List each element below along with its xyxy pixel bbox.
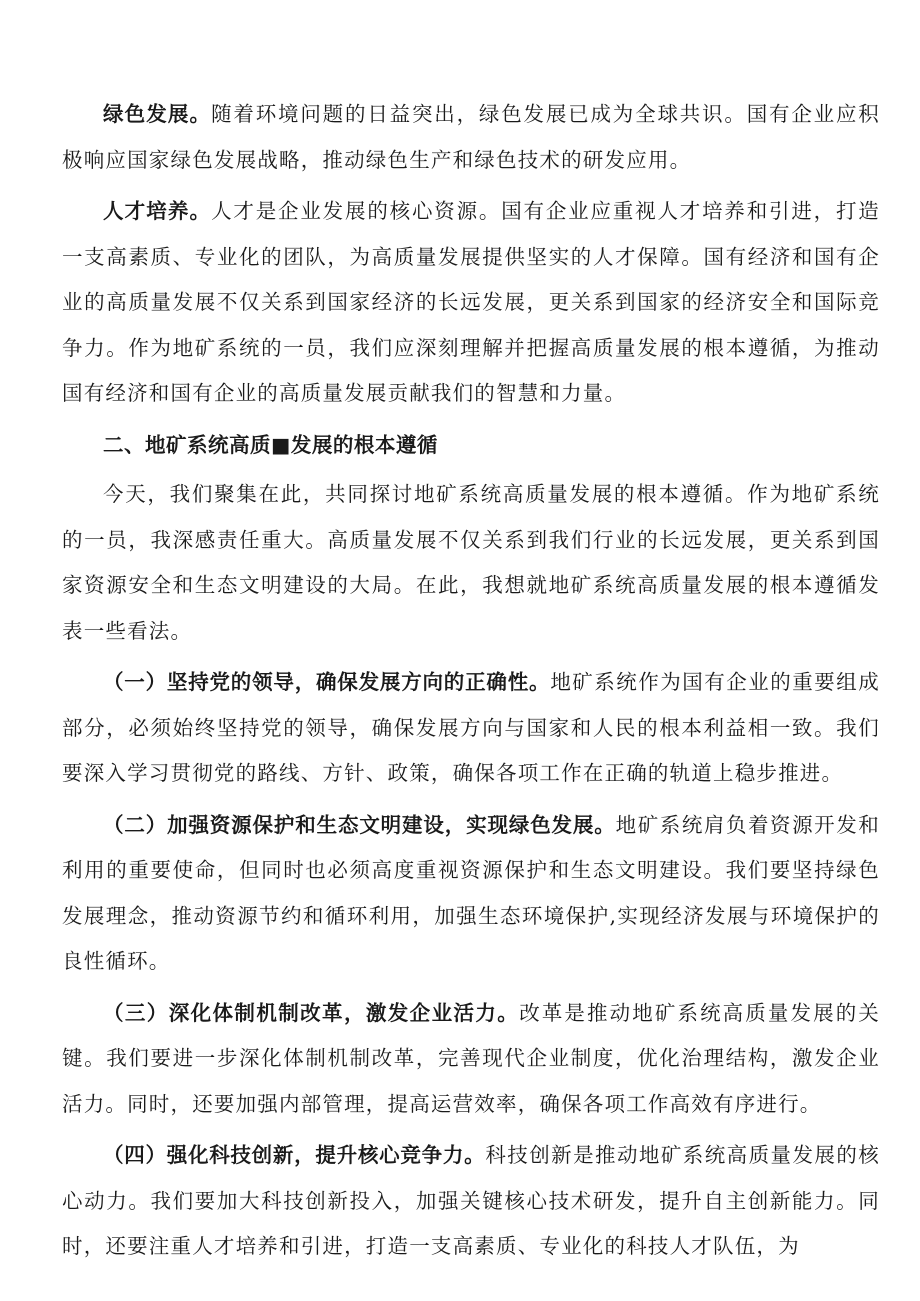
point-2-paragraph [62,803,880,985]
point-4-paragraph [62,1133,880,1270]
document-page [62,92,880,1276]
point-lead: （二）加强资源保护和生态文明建设，实现绿色发展。 [103,812,616,837]
point-lead: （三）深化体制机制改革，激发企业活力。 [103,1000,520,1025]
point-1-paragraph [62,660,880,797]
point-3-paragraph [62,991,880,1128]
point-lead: （一）坚持党的领导，确保发展方向的正确性。 [103,670,551,694]
intro-paragraph: 今天，我们聚集在此，共同探讨地矿系统高质量发展的根本遵循。作为地矿系统的一员，我深感责任重大。高质量发展不仅关系到我们行业的长远发展，更关系到国家资源安全和生态文明建设的大局。在此，我想就地矿系统高质量发展的根本遵循发表一些看法。 [62,482,880,643]
paragraph-lead: 人才培养。 [103,199,212,223]
section-heading: 二、地矿系统高质■发展的根本遵循 [103,432,438,457]
paragraph-green-development [62,92,880,183]
point-text: 改革是推动地矿系统高质量发展的关键。我们要进一步深化体制机制改革，完善现代企业制度，优化治理结构，激发企业活力。同时，还要加强内部管理，提高运营效率，确保各项工作高效有序进行。 [62,1000,881,1116]
paragraph-talent-cultivation [62,189,880,417]
paragraph-text: 人才是企业发展的核心资源。国有企业应重视人才培养和引进，打造一支高素质、专业化的团队，为高质量发展提供坚实的人才保障。国有经济和国有企业的高质量发展不仅关系到国家经济的长远发展，更关系到国家的经济安全和国际竞争力。作为地矿系统的一员，我们应深刻理解并把握高质量发展的根本遵循，为推动国有经济和国有企业的高质量发展贡献我们的智慧和力量。 [62,199,881,405]
point-text: 地矿系统作为国有企业的重要组成部分，必须始终坚持党的领导，确保发展方向与国家和人民的根本利益相一致。我们要深入学习贯彻党的路线、方针、政策，确保各项工作在正确的轨道上稳步推进。 [62,670,881,785]
point-text: 科技创新是推动地矿系统高质量发展的核心动力。我们要加大科技创新投入，加强关键核心技术研发，提升自主创新能力。同时，还要注重人才培养和引进，打造一支高素质、专业化的科技人才队伍，为 [62,1143,881,1258]
paragraph-text: 随着环境问题的日益突出，绿色发展已成为全球共识。国有企业应积极响应国家绿色发展战略，推动绿色生产和绿色技术的研发应用。 [62,102,881,172]
point-text: 地矿系统肩负着资源开发和利用的重要使命，但同时也必须高度重视资源保护和生态文明建设。我们要坚持绿色发展理念，推动资源节约和循环利用，加强生态环境保护,实现经济发展与环境保护的良性循环。 [62,812,880,973]
paragraph-lead: 绿色发展。 [103,102,212,126]
point-lead: （四）强化科技创新，提升核心竞争力。 [103,1143,486,1167]
